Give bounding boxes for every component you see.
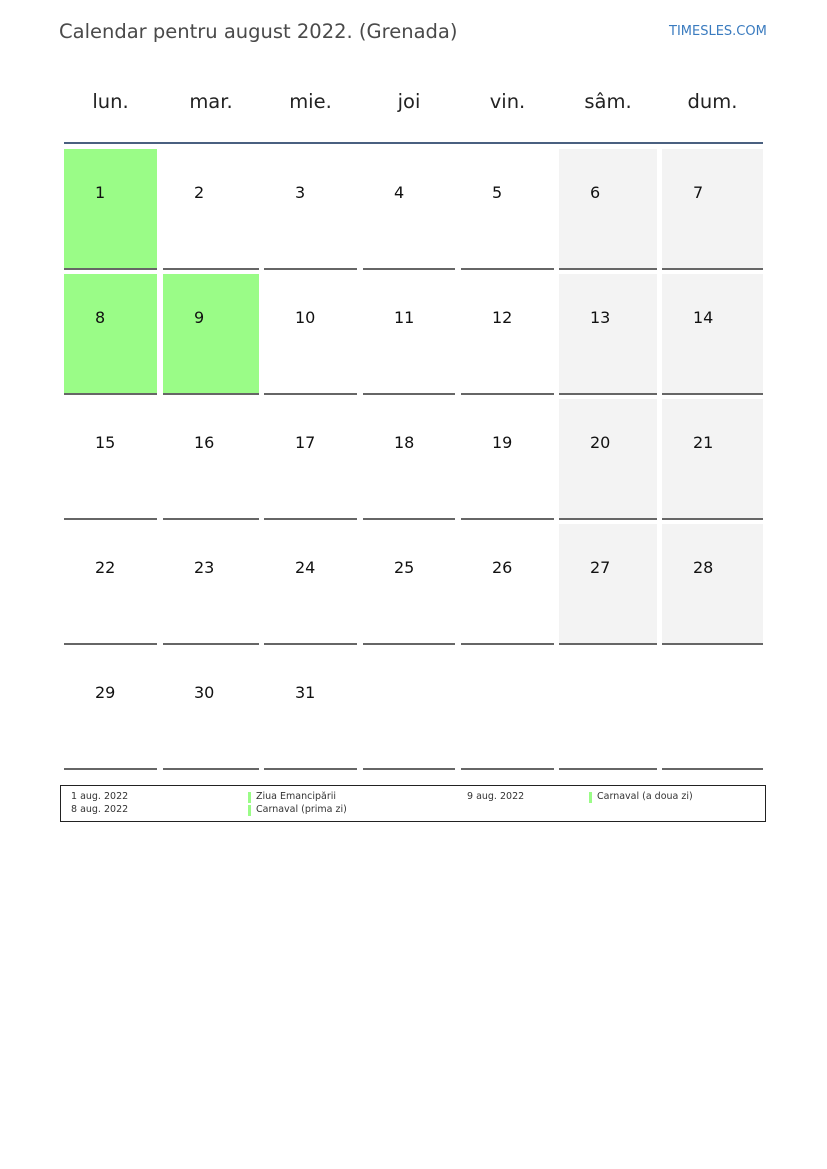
- day-cell[interactable]: [363, 274, 455, 395]
- holiday-marker: [589, 792, 592, 803]
- header-divider: [64, 142, 763, 144]
- day-cell[interactable]: [363, 149, 455, 270]
- legend-holiday-name: Carnaval (prima zi): [256, 804, 347, 815]
- day-cell[interactable]: [461, 149, 554, 270]
- weekday-label: mar.: [189, 90, 233, 113]
- day-cell[interactable]: [461, 524, 554, 645]
- legend-date: 8 aug. 2022: [71, 804, 129, 815]
- day-cell[interactable]: [163, 149, 259, 270]
- day-number: 20: [590, 433, 611, 452]
- day-number: 11: [394, 308, 415, 327]
- day-cell[interactable]: [264, 524, 357, 645]
- day-number: 6: [590, 183, 601, 202]
- empty-day-cell: [461, 649, 554, 770]
- day-number: 12: [492, 308, 513, 327]
- weekday-label: mie.: [289, 90, 332, 113]
- day-cell[interactable]: [559, 399, 657, 520]
- day-cell[interactable]: [363, 524, 455, 645]
- day-number: 14: [693, 308, 714, 327]
- day-number: 22: [95, 558, 116, 577]
- day-cell[interactable]: [264, 149, 357, 270]
- day-number: 2: [194, 183, 205, 202]
- empty-day-cell: [363, 649, 455, 770]
- day-number: 17: [295, 433, 316, 452]
- empty-day-cell: [559, 649, 657, 770]
- day-cell[interactable]: [662, 399, 763, 520]
- day-number: 15: [95, 433, 116, 452]
- day-number: 10: [295, 308, 316, 327]
- day-number: 7: [693, 183, 704, 202]
- day-cell[interactable]: [264, 649, 357, 770]
- day-number: 29: [95, 683, 116, 702]
- holiday-day-cell[interactable]: [64, 274, 157, 395]
- day-number: 8: [95, 308, 106, 327]
- legend-date: 9 aug. 2022: [467, 791, 525, 802]
- weekday-header-row: [64, 90, 763, 120]
- holiday-marker: [248, 805, 251, 816]
- day-number: 5: [492, 183, 503, 202]
- holiday-legend: [60, 785, 766, 822]
- day-number: 13: [590, 308, 611, 327]
- day-cell[interactable]: [461, 274, 554, 395]
- weekday-label: sâm.: [584, 90, 632, 113]
- day-cell[interactable]: [64, 399, 157, 520]
- day-cell[interactable]: [163, 524, 259, 645]
- weekday-label: dum.: [687, 90, 738, 113]
- day-cell[interactable]: [264, 274, 357, 395]
- page-title: Calendar pentru august 2022. (Grenada): [59, 20, 458, 43]
- empty-day-cell: [662, 649, 763, 770]
- day-cell[interactable]: [559, 524, 657, 645]
- legend-holiday-name: Ziua Emancipării: [256, 791, 337, 802]
- day-number: 25: [394, 558, 415, 577]
- day-number: 26: [492, 558, 513, 577]
- day-number: 24: [295, 558, 316, 577]
- weekday-label: lun.: [92, 90, 129, 113]
- day-cell[interactable]: [559, 149, 657, 270]
- day-cell[interactable]: [363, 399, 455, 520]
- holiday-marker: [248, 792, 251, 803]
- day-cell[interactable]: [163, 399, 259, 520]
- day-number: 4: [394, 183, 405, 202]
- day-number: 28: [693, 558, 714, 577]
- weekday-label: vin.: [489, 90, 526, 113]
- holiday-day-cell[interactable]: [163, 274, 259, 395]
- day-cell[interactable]: [64, 524, 157, 645]
- day-cell[interactable]: [662, 149, 763, 270]
- day-number: 27: [590, 558, 611, 577]
- day-cell[interactable]: [64, 649, 157, 770]
- day-number: 21: [693, 433, 714, 452]
- day-cell[interactable]: [163, 649, 259, 770]
- day-number: 31: [295, 683, 316, 702]
- day-number: 16: [194, 433, 215, 452]
- day-number: 18: [394, 433, 415, 452]
- weekday-label: joi: [397, 90, 421, 113]
- day-cell[interactable]: [559, 274, 657, 395]
- day-number: 19: [492, 433, 513, 452]
- legend-holiday-name: Carnaval (a doua zi): [597, 791, 693, 802]
- day-number: 1: [95, 183, 106, 202]
- day-number: 9: [194, 308, 205, 327]
- day-number: 3: [295, 183, 306, 202]
- day-cell[interactable]: [662, 524, 763, 645]
- brand-link[interactable]: TIMESLES.COM: [669, 24, 767, 39]
- day-number: 30: [194, 683, 215, 702]
- legend-date: 1 aug. 2022: [71, 791, 129, 802]
- day-cell[interactable]: [264, 399, 357, 520]
- day-cell[interactable]: [461, 399, 554, 520]
- day-number: 23: [194, 558, 215, 577]
- day-cell[interactable]: [662, 274, 763, 395]
- holiday-day-cell[interactable]: [64, 149, 157, 270]
